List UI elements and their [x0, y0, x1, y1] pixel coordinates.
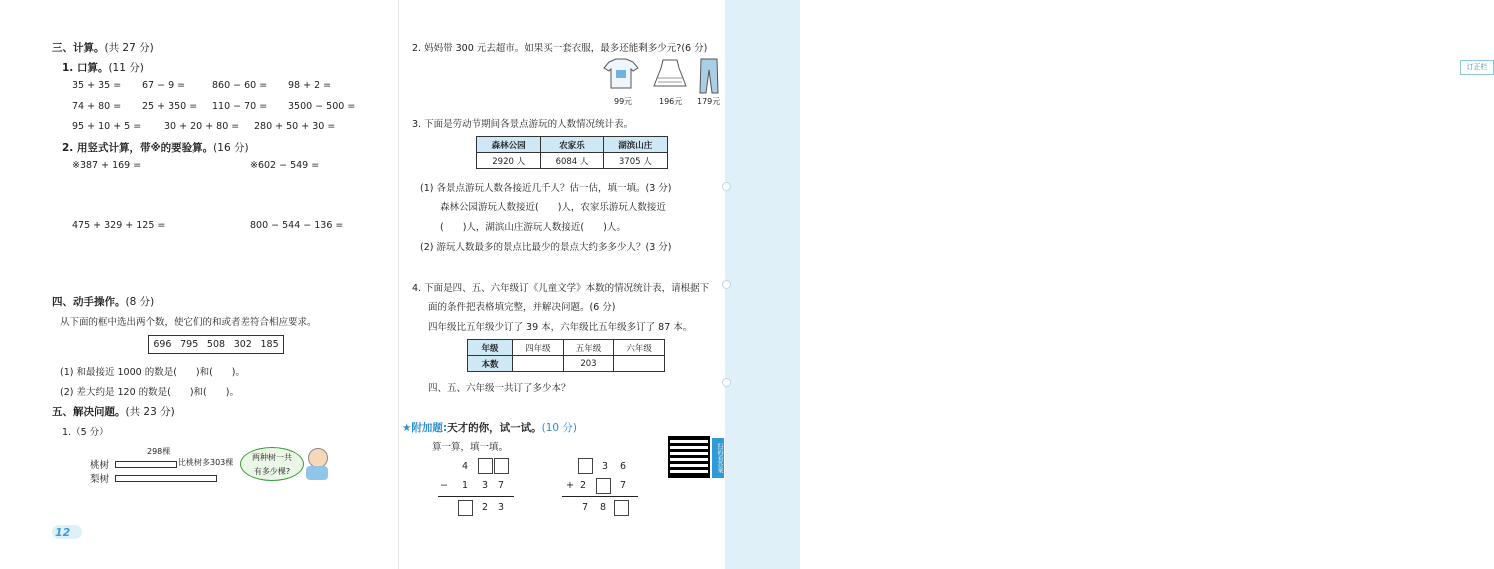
scenic-table: [476, 136, 668, 169]
price-shirt: 99元: [614, 97, 633, 106]
r-question-4-ask: 四、五、六年级一共订了多少本？: [428, 383, 571, 394]
section-5-question-1: 1.（5 分）: [62, 427, 109, 438]
price-pants: 179元: [697, 97, 721, 106]
minus-sign: −: [440, 480, 448, 491]
table-header: 年级: [468, 340, 513, 356]
pear-bar: [115, 475, 217, 482]
oral-item: 25 + 350 =: [142, 101, 198, 112]
qr-code[interactable]: [668, 436, 710, 478]
oral-item: 860 − 60 =: [212, 80, 268, 91]
vertical-calc-item: 800 − 544 − 136 =: [250, 220, 344, 231]
digit: 8: [600, 502, 607, 513]
digit: 4: [462, 461, 469, 472]
q3-part-2: (2) 游玩人数最多的景点比最少的景点大约多多少人？(3 分): [420, 242, 672, 253]
digit: 2: [482, 502, 489, 513]
oral-item: 95 + 10 + 5 =: [72, 121, 142, 132]
digit-box[interactable]: [478, 458, 493, 474]
vertical-calc-item: ※602 − 549 =: [250, 160, 320, 171]
qr-label: 扫码看答案: [712, 438, 724, 478]
digit: 7: [582, 502, 589, 513]
r-question-3: 3. 下面是劳动节期间各景点游玩的人数情况统计表。: [412, 119, 634, 130]
grade-table: [467, 339, 665, 372]
digit: 1: [462, 480, 469, 491]
peach-count-label: 298棵: [147, 447, 171, 456]
digit: 7: [498, 480, 505, 491]
table-cell-blank[interactable]: [513, 356, 564, 372]
shirt-icon: [603, 58, 639, 90]
number: 302: [233, 339, 252, 350]
section-4-heading: 四、动手操作。(8 分): [52, 296, 155, 308]
table-header: 湖滨山庄: [603, 137, 667, 153]
r-question-4-line-b: 面的条件把表格填完整，并解决问题。(6 分): [428, 302, 616, 313]
vertical-calc-item: 475 + 329 + 125 =: [72, 220, 166, 231]
table-header: 四年级: [513, 340, 564, 356]
peach-label: 桃树: [90, 460, 110, 471]
child-body: [306, 466, 328, 480]
digit-box[interactable]: [578, 458, 593, 474]
table-cell: 6084 人: [541, 153, 603, 169]
pear-label: 梨树: [90, 474, 110, 485]
price-skirt: 196元: [659, 97, 683, 106]
digit: 7: [620, 480, 627, 491]
oral-item: 35 + 35 =: [72, 80, 122, 91]
q3-part-1-line-a[interactable]: 森林公园游玩人数接近( )人，农家乐游玩人数接近: [440, 202, 666, 213]
sum-line: [562, 496, 638, 497]
child-avatar: [308, 448, 328, 468]
digit: 3: [602, 461, 609, 472]
table-header: 六年级: [614, 340, 665, 356]
r-question-4-line-a: 4. 下面是四、五、六年级订《儿童文学》本数的情况统计表，请根据下: [412, 283, 710, 294]
digit: 3: [482, 480, 489, 491]
digit-box[interactable]: [494, 458, 509, 474]
skirt-icon: [653, 58, 687, 90]
bonus-heading: ★附加题:天才的你，试一试。(10 分): [402, 422, 578, 434]
bonus-instruction: 算一算，填一填。: [432, 442, 509, 453]
number: 696: [153, 339, 172, 350]
q2-heading: 2. 用竖式计算，带※的要验算。(16 分): [62, 142, 249, 154]
plus-sign: +: [566, 480, 574, 491]
digit: 6: [620, 461, 627, 472]
number: 795: [180, 339, 199, 350]
section-4-question-2[interactable]: (2) 差大约是 120 的数是( )和( )。: [60, 387, 239, 398]
table-cell: 3705 人: [603, 153, 667, 169]
table-header: 农家乐: [541, 137, 603, 153]
binding-hole: [722, 182, 731, 191]
page-number: 12: [55, 526, 71, 539]
section-4-question-1[interactable]: (1) 和最接近 1000 的数是( )和( )。: [60, 367, 246, 378]
q3-part-1-line-b[interactable]: ( )人，湖滨山庄游玩人数接近( )人。: [440, 222, 626, 233]
digit: 2: [580, 480, 587, 491]
digit-box[interactable]: [458, 500, 473, 516]
binding-hole: [722, 280, 731, 289]
table-cell: 203: [563, 356, 614, 372]
section-4-instructions: 从下面的框中选出两个数，使它们的和或者差符合相应要求。: [60, 317, 317, 328]
r-question-4-condition: 四年级比五年级少订了 39 本，六年级比五年级多订了 87 本。: [428, 322, 693, 333]
vertical-calc-item: ※387 + 169 =: [72, 160, 142, 171]
sum-line: [438, 496, 514, 497]
oral-item: 30 + 20 + 80 =: [164, 121, 240, 132]
oral-item: 67 − 9 =: [142, 80, 186, 91]
oral-item: 280 + 50 + 30 =: [254, 121, 336, 132]
sidebar-tag: 订正栏: [1460, 60, 1494, 75]
q1-heading: 1. 口算。(11 分): [62, 62, 144, 74]
digit-box[interactable]: [596, 478, 611, 494]
oral-item: 110 − 70 =: [212, 101, 268, 112]
table-cell-blank[interactable]: [614, 356, 665, 372]
oral-item: 98 + 2 =: [288, 80, 332, 91]
binding-hole: [722, 378, 731, 387]
table-header: 森林公园: [477, 137, 541, 153]
digit: 3: [498, 502, 505, 513]
bubble-line: 有多少棵?: [253, 467, 291, 476]
r-question-2: 2. 妈妈带 300 元去超市。如果买一套衣服，最多还能剩多少元?(6 分): [412, 43, 708, 54]
bubble-line: 两种树一共: [252, 453, 292, 462]
speech-bubble: [240, 447, 304, 481]
section-5-heading: 五、解决问题。(共 23 分): [52, 406, 175, 418]
q3-part-1: (1) 各景点游玩人数各接近几千人？估一估，填一填。(3 分): [420, 183, 672, 194]
peach-bar: [115, 461, 177, 468]
table-header: 五年级: [563, 340, 614, 356]
number: 508: [206, 339, 226, 350]
number-box: [148, 335, 284, 354]
table-header: 本数: [468, 356, 513, 372]
more-label: 比桃树多303棵: [178, 458, 234, 467]
oral-item: 3500 − 500 =: [288, 101, 356, 112]
number: 185: [260, 339, 279, 350]
section-3-heading: 三、计算。(共 27 分): [52, 42, 154, 54]
pants-icon: [699, 58, 719, 94]
table-cell: 2920 人: [477, 153, 541, 169]
digit-box[interactable]: [614, 500, 629, 516]
page-fold: [398, 0, 399, 569]
oral-item: 74 + 80 =: [72, 101, 122, 112]
